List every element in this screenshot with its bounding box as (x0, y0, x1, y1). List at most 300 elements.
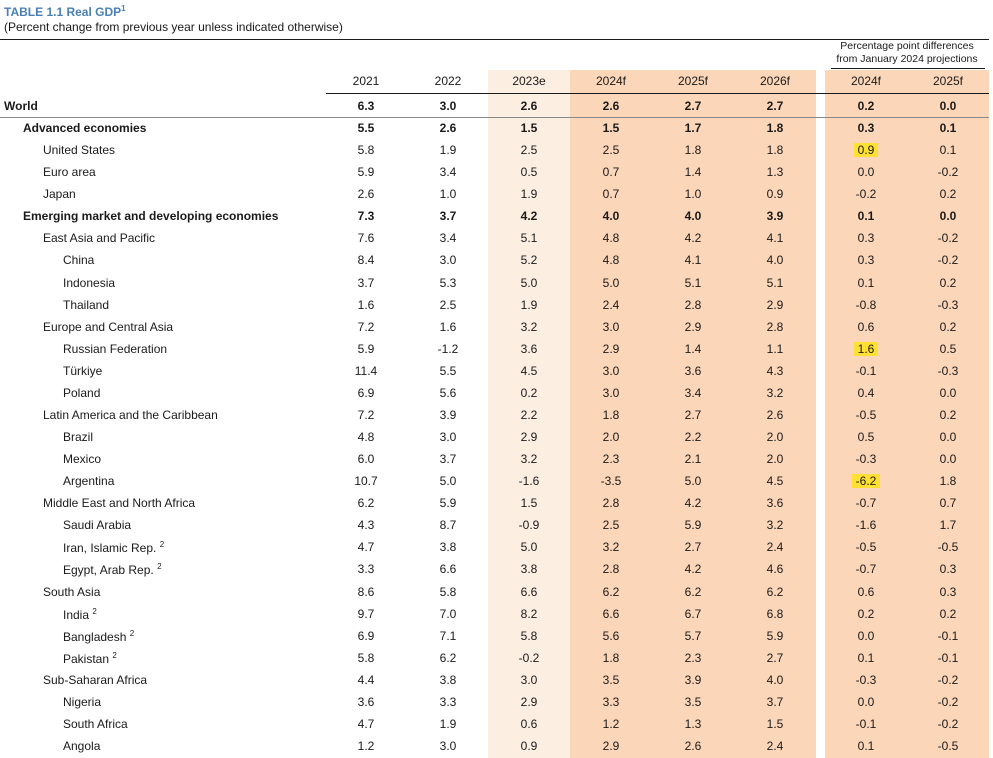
cell-col-2022: 3.7 (439, 452, 457, 467)
table-row (0, 669, 989, 691)
row-label (43, 143, 115, 157)
cell-col-2026f: 6.8 (766, 606, 784, 621)
cell-col-2022: 3.9 (439, 407, 457, 422)
cell-col-2023e: 3.0 (520, 672, 538, 687)
cell-col-2026f: 4.0 (766, 253, 784, 268)
cell-col-2023e: 3.6 (520, 341, 538, 356)
row-label-text: Europe and Central Asia (43, 319, 174, 334)
cell-col-diff-2024f: 0.6 (857, 584, 875, 599)
cell-col-2023e: 1.9 (520, 297, 538, 312)
table-row (0, 625, 989, 647)
cell-col-2025f: 4.2 (684, 231, 702, 246)
row-label (23, 121, 146, 135)
cell-col-2022: 5.5 (439, 363, 457, 378)
cell-col-2024f: 2.5 (602, 143, 620, 158)
cell-col-2022: 1.9 (439, 716, 457, 731)
cell-col-2021: 5.5 (357, 121, 375, 136)
cell-col-2022: 3.8 (439, 672, 457, 687)
cell-col-diff-2024f (826, 143, 906, 157)
cell-col-2026f: 2.9 (766, 297, 784, 312)
row-label-text: Indonesia (63, 275, 116, 290)
header-divider (326, 93, 989, 94)
cell-col-diff-2025f: 0.0 (939, 209, 957, 224)
cell-col-2023e: -1.6 (518, 474, 540, 489)
cell-col-2026f: 4.6 (766, 562, 784, 577)
cell-col-2023e: 5.0 (520, 275, 538, 290)
table-row (0, 139, 989, 161)
column-header-col-2022: 2022 (434, 74, 462, 88)
row-label-text: Russian Federation (63, 341, 168, 356)
cell-col-2021: 4.7 (357, 540, 375, 555)
cell-col-2025f: 2.8 (684, 297, 702, 312)
cell-col-diff-2025f: 0.0 (939, 430, 957, 445)
row-label-text: Euro area (43, 165, 96, 180)
row-label (63, 518, 131, 532)
cell-col-diff-2025f: -0.2 (937, 716, 959, 731)
row-label-text: Japan (43, 187, 76, 202)
row-label-text: South Africa (63, 716, 128, 731)
cell-col-2022: 7.1 (439, 628, 457, 643)
cell-col-2026f: 0.9 (766, 187, 784, 202)
cell-col-2023e: -0.9 (518, 518, 540, 533)
cell-col-diff-2024f: 0.3 (857, 253, 875, 268)
cell-col-2021: 6.2 (357, 496, 375, 511)
cell-col-diff-2024f: 0.2 (857, 99, 875, 113)
cell-col-2023e: 5.0 (520, 540, 538, 555)
cell-col-2022: 2.5 (439, 297, 457, 312)
cell-col-2022: 5.8 (439, 584, 457, 599)
table-row (0, 713, 989, 735)
cell-col-2025f: 4.0 (684, 209, 702, 224)
row-label-text: Poland (63, 385, 101, 400)
cell-col-2024f: -3.5 (600, 474, 622, 489)
row-label-text: Nigeria (63, 694, 102, 709)
cell-col-2026f: 3.9 (766, 209, 784, 224)
cell-col-2025f: 3.6 (684, 363, 702, 378)
row-label (63, 607, 97, 622)
cell-col-2022: 3.0 (439, 253, 457, 268)
cell-col-2023e: 1.5 (520, 496, 538, 511)
cell-col-2024f: 3.2 (602, 540, 620, 555)
cell-col-2021: 4.4 (357, 672, 375, 687)
cell-col-2023e: 2.9 (520, 694, 538, 709)
cell-col-diff-2025f: 0.2 (939, 319, 957, 334)
cell-col-2025f: 4.2 (684, 562, 702, 577)
cell-col-diff-2025f: 0.2 (939, 407, 957, 422)
cell-col-diff-2025f: 0.0 (939, 99, 957, 113)
cell-col-diff-2025f: -0.2 (937, 672, 959, 687)
row-label-text: South Asia (43, 584, 101, 599)
cell-col-2024f: 5.0 (602, 275, 620, 290)
cell-col-2026f: 4.3 (766, 363, 784, 378)
cell-col-2025f: 2.1 (684, 452, 702, 467)
cell-col-2021: 5.8 (357, 650, 375, 665)
cell-col-2024f: 2.5 (602, 518, 620, 533)
cell-col-2025f: 6.7 (684, 606, 702, 621)
cell-col-2024f: 1.5 (602, 121, 620, 136)
cell-col-2025f: 2.7 (684, 540, 702, 555)
cell-col-2023e: 1.5 (520, 121, 538, 136)
cell-col-2025f: 2.7 (684, 99, 702, 113)
cell-col-2022: 8.7 (439, 518, 457, 533)
cell-col-2025f: 3.5 (684, 694, 702, 709)
highlighted-value: -6.2 (852, 474, 881, 488)
cell-col-diff-2024f: -0.1 (855, 363, 877, 378)
cell-col-2022: 5.0 (439, 474, 457, 489)
cell-col-diff-2025f: -0.2 (937, 231, 959, 246)
row-label-text: Pakistan (63, 651, 110, 666)
cell-col-2024f: 1.8 (602, 407, 620, 422)
cell-col-2022: 6.6 (439, 562, 457, 577)
table-row (0, 183, 989, 205)
table-row (0, 536, 989, 558)
cell-col-2022: 3.8 (439, 540, 457, 555)
table-row (0, 316, 989, 338)
cell-col-2021: 8.4 (357, 253, 375, 268)
cell-col-2026f: 3.7 (766, 694, 784, 709)
row-label-text: Egypt, Arab Rep. (63, 563, 154, 578)
cell-col-2025f: 5.9 (684, 518, 702, 533)
cell-col-diff-2024f (826, 342, 906, 356)
cell-col-2023e: 5.2 (520, 253, 538, 268)
cell-col-2026f: 2.4 (766, 739, 784, 754)
difference-header-divider (831, 68, 985, 69)
table-row (0, 647, 989, 669)
cell-col-diff-2025f: -0.1 (937, 650, 959, 665)
cell-col-diff-2025f: 0.1 (939, 121, 957, 136)
row-label (63, 695, 101, 709)
cell-col-2021: 5.8 (357, 143, 375, 158)
row-label (63, 629, 134, 644)
cell-col-2022: 3.0 (439, 99, 457, 113)
cell-col-2022: 5.3 (439, 275, 457, 290)
row-label-text: Sub-Saharan Africa (43, 672, 148, 687)
cell-col-diff-2025f: 1.7 (939, 518, 957, 533)
cell-col-2023e: 1.9 (520, 187, 538, 202)
table-row (0, 294, 989, 316)
cell-col-2024f: 4.8 (602, 231, 620, 246)
cell-col-2026f: 2.7 (766, 650, 784, 665)
cell-col-diff-2025f: -0.2 (937, 253, 959, 268)
cell-col-2024f: 2.3 (602, 452, 620, 467)
cell-col-diff-2025f: 0.2 (939, 187, 957, 202)
cell-col-2025f: 5.0 (684, 474, 702, 489)
cell-col-2026f: 2.8 (766, 319, 784, 334)
cell-col-2022: 2.6 (439, 121, 457, 136)
cell-col-2021: 3.6 (357, 694, 375, 709)
highlighted-value: 0.9 (854, 143, 879, 157)
row-footnote: 2 (159, 540, 165, 550)
cell-col-diff-2024f: 0.1 (857, 650, 875, 665)
cell-col-diff-2025f: -0.2 (937, 165, 959, 180)
row-label (63, 739, 100, 753)
cell-col-2026f: 5.1 (766, 275, 784, 290)
cell-col-diff-2025f: -0.2 (937, 694, 959, 709)
cell-col-2023e: 2.6 (520, 99, 538, 113)
cell-col-diff-2024f: 0.0 (857, 628, 875, 643)
cell-col-diff-2025f: 0.3 (939, 584, 957, 599)
cell-col-2024f: 2.9 (602, 341, 620, 356)
cell-col-diff-2024f: 0.1 (857, 275, 875, 290)
row-label (43, 320, 173, 334)
table-subtitle: (Percent change from previous year unless indicated otherwise) (4, 20, 343, 34)
cell-col-2025f: 1.4 (684, 165, 702, 180)
column-header-col-2024f: 2024f (595, 74, 627, 88)
cell-col-2021: 2.6 (357, 187, 375, 202)
cell-col-2021: 10.7 (354, 474, 378, 489)
table-title: TABLE 1.1 Real GDP$^1$ (4, 4, 126, 19)
cell-col-2021: 7.2 (357, 407, 375, 422)
column-header-col-2026f: 2026f (759, 74, 791, 88)
table-row (0, 117, 989, 139)
row-label (43, 231, 155, 245)
cell-col-diff-2025f: 0.2 (939, 606, 957, 621)
cell-col-2026f: 1.8 (766, 143, 784, 158)
cell-col-2026f: 3.6 (766, 496, 784, 511)
cell-col-2026f: 4.5 (766, 474, 784, 489)
column-header-col-diff-2024f: 2024f (850, 74, 882, 88)
cell-col-diff-2024f: 0.3 (857, 231, 875, 246)
table-row (0, 360, 989, 382)
cell-col-2023e: 5.8 (520, 628, 538, 643)
cell-col-2025f: 5.7 (684, 628, 702, 643)
column-header-col-2023e: 2023e (512, 74, 546, 88)
title-footnote: 1 (121, 4, 126, 13)
cell-col-2024f: 3.3 (602, 694, 620, 709)
row-label (63, 364, 102, 378)
cell-col-diff-2024f: -0.7 (855, 562, 877, 577)
table-row (0, 227, 989, 249)
table-row (0, 603, 989, 625)
cell-col-2025f: 1.7 (684, 121, 702, 136)
cell-col-2026f: 3.2 (766, 518, 784, 533)
cell-col-2024f: 2.6 (602, 99, 620, 113)
table-row (0, 448, 989, 470)
column-header-col-2025f: 2025f (677, 74, 709, 88)
table-row (0, 581, 989, 603)
cell-col-2026f: 1.3 (766, 165, 784, 180)
cell-col-2026f: 4.0 (766, 672, 784, 687)
row-label-text: Angola (63, 739, 101, 754)
cell-col-diff-2024f: -0.3 (855, 672, 877, 687)
row-label (63, 651, 117, 666)
cell-col-2023e: 5.1 (520, 231, 538, 246)
cell-col-2021: 6.0 (357, 452, 375, 467)
cell-col-2021: 7.2 (357, 319, 375, 334)
cell-col-2022: 3.3 (439, 694, 457, 709)
cell-col-2025f: 3.4 (684, 385, 702, 400)
row-label (63, 253, 94, 267)
table-row (0, 338, 989, 360)
cell-col-2021: 6.9 (357, 385, 375, 400)
cell-col-2026f: 6.2 (766, 584, 784, 599)
row-label-text: India (63, 607, 90, 622)
cell-col-2025f: 1.8 (684, 143, 702, 158)
cell-col-2022: 3.0 (439, 430, 457, 445)
cell-col-2026f: 1.5 (766, 716, 784, 731)
cell-col-2023e: 2.5 (520, 143, 538, 158)
row-label (43, 408, 218, 422)
cell-col-diff-2025f: 1.8 (939, 474, 957, 489)
cell-col-2021: 6.3 (357, 99, 375, 113)
cell-col-2021: 7.3 (357, 209, 375, 224)
row-label (4, 99, 38, 113)
cell-col-2024f: 3.5 (602, 672, 620, 687)
row-label-text: Latin America and the Caribbean (43, 407, 218, 422)
cell-col-diff-2025f: 0.5 (939, 341, 957, 356)
cell-col-2025f: 2.3 (684, 650, 702, 665)
cell-col-2026f: 2.0 (766, 430, 784, 445)
row-label-text: Emerging market and developing economies (23, 209, 279, 224)
table-row (0, 558, 989, 580)
cell-col-diff-2024f: 0.6 (857, 319, 875, 334)
row-label (43, 585, 100, 599)
row-label-text: East Asia and Pacific (43, 231, 156, 246)
cell-col-2024f: 3.0 (602, 363, 620, 378)
cell-col-diff-2024f: 0.0 (857, 694, 875, 709)
cell-col-2025f: 2.6 (684, 739, 702, 754)
cell-col-2022: 3.4 (439, 165, 457, 180)
table-row (0, 205, 989, 227)
cell-col-2022: -1.2 (437, 341, 459, 356)
cell-col-2022: 7.0 (439, 606, 457, 621)
cell-col-2024f: 0.7 (602, 165, 620, 180)
cell-col-2021: 4.8 (357, 430, 375, 445)
cell-col-2024f: 2.8 (602, 496, 620, 511)
cell-col-diff-2024f (826, 474, 906, 488)
difference-header (825, 40, 989, 66)
row-label (43, 496, 195, 510)
cell-col-diff-2024f: -1.6 (855, 518, 877, 533)
row-label-text: Mexico (63, 452, 102, 467)
cell-col-diff-2024f: -0.2 (855, 187, 877, 202)
table-row (0, 95, 989, 118)
cell-col-2023e: 4.2 (520, 209, 538, 224)
cell-col-2023e: 2.2 (520, 407, 538, 422)
row-label (43, 673, 147, 687)
cell-col-2025f: 2.7 (684, 407, 702, 422)
row-label-text: Argentina (63, 474, 115, 489)
cell-col-2021: 1.6 (357, 297, 375, 312)
row-label-text: Middle East and North Africa (43, 496, 196, 511)
cell-col-2024f: 2.9 (602, 739, 620, 754)
cell-col-2024f: 3.0 (602, 385, 620, 400)
row-label-text: China (63, 253, 95, 268)
cell-col-diff-2024f: 0.3 (857, 121, 875, 136)
cell-col-2022: 1.0 (439, 187, 457, 202)
row-label (63, 342, 167, 356)
row-label (63, 452, 101, 466)
highlighted-value: 1.6 (854, 342, 879, 356)
row-label (23, 209, 278, 223)
cell-col-2022: 3.7 (439, 209, 457, 224)
cell-col-diff-2024f: 0.2 (857, 606, 875, 621)
cell-col-2025f: 4.2 (684, 496, 702, 511)
row-label-text: Iran, Islamic Rep. (63, 541, 157, 556)
cell-col-diff-2024f: -0.8 (855, 297, 877, 312)
cell-col-diff-2024f: 0.1 (857, 739, 875, 754)
cell-col-diff-2024f: 0.4 (857, 385, 875, 400)
cell-col-diff-2025f: 0.0 (939, 452, 957, 467)
cell-col-2026f: 2.7 (766, 99, 784, 113)
cell-col-diff-2024f: -0.3 (855, 452, 877, 467)
cell-col-2025f: 1.0 (684, 187, 702, 202)
row-footnote: 2 (112, 650, 117, 660)
cell-col-2023e: 6.6 (520, 584, 538, 599)
table-row (0, 691, 989, 713)
cell-col-2023e: 3.2 (520, 452, 538, 467)
cell-col-2021: 9.7 (357, 606, 375, 621)
cell-col-2025f: 5.1 (684, 275, 702, 290)
cell-col-2026f: 1.8 (766, 121, 784, 136)
cell-col-2021: 1.2 (357, 739, 375, 754)
cell-col-2026f: 2.6 (766, 407, 784, 422)
cell-col-2023e: 3.2 (520, 319, 538, 334)
cell-col-diff-2025f: 0.2 (939, 275, 957, 290)
table-row (0, 470, 989, 492)
cell-col-2023e: 8.2 (520, 606, 538, 621)
cell-col-2026f: 5.9 (766, 628, 784, 643)
cell-col-2023e: 3.8 (520, 562, 538, 577)
cell-col-2024f: 3.0 (602, 319, 620, 334)
table-row (0, 272, 989, 294)
cell-col-diff-2024f: -0.7 (855, 496, 877, 511)
cell-col-diff-2024f: -0.5 (855, 407, 877, 422)
column-header-col-2021: 2021 (352, 74, 380, 88)
column-header-col-diff-2025f: 2025f (932, 74, 964, 88)
cell-col-2024f: 2.0 (602, 430, 620, 445)
row-label-text: Brazil (63, 430, 94, 445)
cell-col-2025f: 2.2 (684, 430, 702, 445)
row-label (63, 276, 115, 290)
cell-col-diff-2025f: 0.7 (939, 496, 957, 511)
row-label (63, 430, 93, 444)
row-label-text: Thailand (63, 297, 110, 312)
row-label (63, 562, 162, 577)
cell-col-2023e: -0.2 (518, 650, 540, 665)
row-label (43, 165, 96, 179)
row-label (63, 540, 164, 555)
table-row (0, 249, 989, 271)
cell-col-diff-2025f: -0.5 (937, 540, 959, 555)
table-row (0, 382, 989, 404)
difference-header-line2: from January 2024 projections (836, 53, 978, 65)
cell-col-2026f: 3.2 (766, 385, 784, 400)
cell-col-2026f: 1.1 (766, 341, 784, 356)
cell-col-2025f: 1.3 (684, 716, 702, 731)
row-label (43, 187, 76, 201)
row-footnote: 2 (129, 628, 135, 638)
cell-col-2021: 8.6 (357, 584, 375, 599)
cell-col-2024f: 5.6 (602, 628, 620, 643)
cell-col-2021: 5.9 (357, 165, 375, 180)
cell-col-2021: 3.3 (357, 562, 375, 577)
cell-col-2025f: 1.4 (684, 341, 702, 356)
cell-col-diff-2025f: 0.3 (939, 562, 957, 577)
cell-col-2023e: 2.9 (520, 430, 538, 445)
row-label-text: Türkiye (63, 363, 103, 378)
cell-col-2024f: 0.7 (602, 187, 620, 202)
cell-col-2021: 4.7 (357, 716, 375, 731)
row-label (63, 386, 100, 400)
cell-col-diff-2024f: 0.0 (857, 165, 875, 180)
table-row (0, 492, 989, 514)
cell-col-2021: 3.7 (357, 275, 375, 290)
cell-col-diff-2024f: 0.1 (857, 209, 875, 224)
row-label-text: United States (43, 143, 116, 158)
cell-col-2024f: 4.0 (602, 209, 620, 224)
cell-col-diff-2024f: -0.5 (855, 540, 877, 555)
